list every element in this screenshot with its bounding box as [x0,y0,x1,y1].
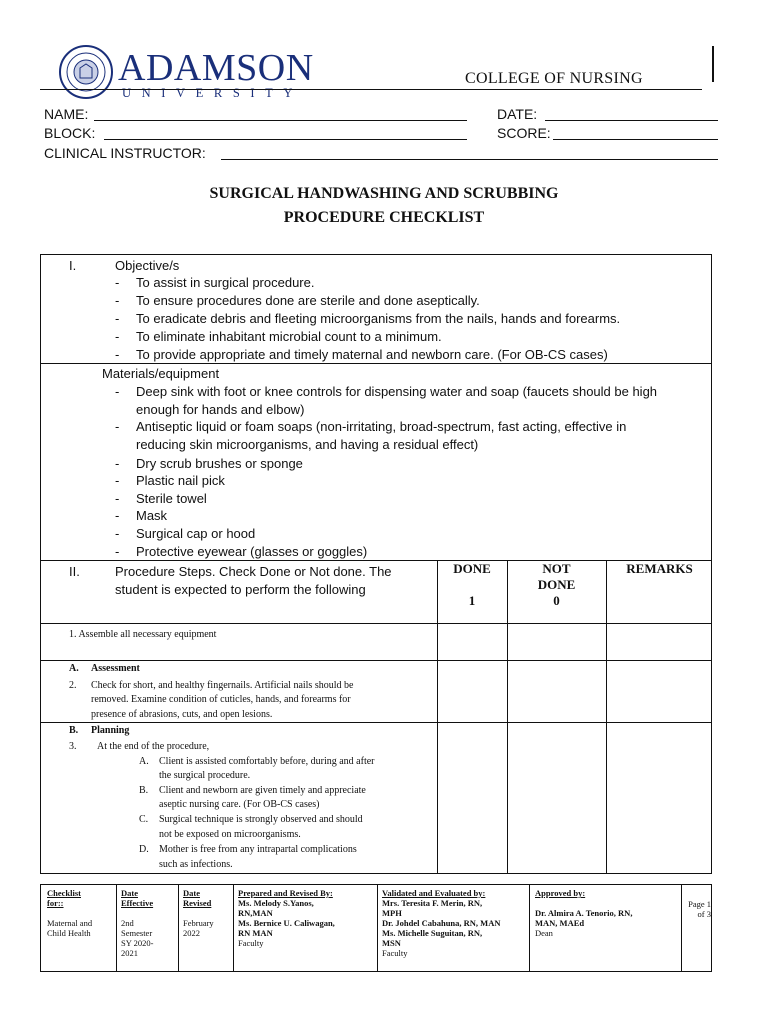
date-field[interactable] [545,120,718,121]
objective-item: To ensure procedures done are sterile and done aseptically. [136,293,480,308]
material-item: Surgical cap or hood [136,526,256,541]
material-item: Sterile towel [136,491,207,506]
material-item: Deep sink with foot or knee controls for dispensing water and soap (faucets should be high [136,384,658,399]
footer-page-number: Page 1 of 3 [688,899,711,919]
score-label: SCORE: [497,125,551,141]
steps-heading-line1: Procedure Steps. Check Done or Not done. The [115,564,392,579]
document-footer [40,884,712,972]
objective-item: To eradicate debris and fleeting microorganisms from the nails, hands and forearms. [136,311,621,326]
outcome-line: Surgical technique is strongly observed and should [159,814,363,825]
step-2-line: removed. Examine condition of cuticles, hands, and forearms for [91,694,351,705]
objective-item: To provide appropriate and timely maternal and newborn care. (For OB-CS cases) [136,347,608,362]
row-divider [41,623,711,624]
date-label: DATE: [497,106,538,122]
outcome-line: Mother is free from any intrapartal complications [159,844,357,855]
material-item: enough for hands and elbow) [136,402,305,417]
material-item: reducing skin microorganisms, and having a residual effect) [136,437,479,452]
steps-heading-line2: student is expected to perform the following [115,582,366,597]
header-vertical-rule [712,46,714,82]
section-number-steps: II. [69,564,80,579]
score-field[interactable] [553,139,718,140]
row-divider [41,722,711,723]
document-title: SURGICAL HANDWASHING AND SCRUBBING [209,185,559,202]
block-field[interactable] [104,139,467,140]
column-divider [606,560,607,874]
outcome-line: Client and newborn are given timely and appreciate [159,785,366,796]
footer-prepared-by: Prepared and Revised By: Ms. Melody S.Yanos, RN,MAN Ms. Bernice U. Caliwagan, RN MAN Faculty [238,888,335,948]
footer-date-revised: Date Revised February 2022 [183,888,214,938]
assessment-heading: Assessment [91,663,140,674]
footer-checklist: Checklist for:: Maternal and Child Health [47,888,93,938]
instructor-label: CLINICAL INSTRUCTOR: [44,145,206,161]
university-seal-icon [58,44,114,100]
step-2-line: Check for short, and healthy fingernails. Artificial nails should be [91,680,354,691]
material-item: Antiseptic liquid or foam soaps (non-irritating, broad-spectrum, fast acting, effective in [136,419,627,434]
material-item: Mask [136,508,168,523]
outcome-line: aseptic nursing care. (For OB-CS cases) [159,799,320,810]
objectives-heading: Objective/s [115,258,180,273]
material-item: Dry scrub brushes or sponge [136,456,303,471]
block-label: BLOCK: [44,125,96,141]
university-logo-sub: UNIVERSITY [122,86,303,100]
footer-date-effective: Date Effective 2nd Semester SY 2020- 2021 [121,888,154,958]
material-item: Plastic nail pick [136,473,225,488]
outcome-line: Client is assisted comfortably before, during and after [159,756,375,767]
planning-letter: B. [69,725,79,736]
not-done-column-header-line2: DONE [537,577,576,592]
outcome-line: the surgical procedure. [159,770,251,781]
remarks-column-header: REMARKS [626,561,693,576]
instructor-field[interactable] [221,159,718,160]
not-done-column-value: 0 [553,593,560,608]
outcome-letter: C. [139,814,149,825]
step-3-text: At the end of the procedure, [97,741,210,752]
college-name: COLLEGE OF NURSING [465,70,643,87]
footer-approved-by: Approved by: Dr. Almira A. Tenorio, RN, MAN, MAEd Dean [535,888,633,938]
objective-item: To eliminate inhabitant microbial count to a minimum. [136,329,442,344]
outcome-letter: A. [139,756,149,767]
step-3-number: 3. [69,741,77,752]
step-2-line: presence of abrasions, cuts, and open lesions. [91,709,273,720]
outcome-letter: B. [139,785,149,796]
outcome-line: not be exposed on microorganisms. [159,829,301,840]
objective-item: To assist in surgical procedure. [136,275,315,290]
done-column-value: 1 [468,593,476,608]
row-divider [41,660,711,661]
outcome-line: such as infections. [159,859,233,870]
step-2-number: 2. [69,680,77,691]
row-divider [41,363,711,364]
checklist-table: I. Objective/s - To assist in surgical procedure. - To ensure procedures done are sterile and done aseptically. - To eradicate debris and fleeting microorganisms from the nails, hands and forearms. - To eliminate inhabitant microbial count to a minimum. - To provide appropriate and timely maternal and newborn care. (For OB-CS cases) Materials/equipment - Deep sink with foot or knee controls for dispensing water and soap (faucets should be high enough for hands and elbow) - Antiseptic liquid or foam soaps (non-irritating, broad-spectrum, fast acting, effective in reducing skin microorganisms, and having a residual effect) - Dry scrub brushes or sponge - Plastic nail pick - Sterile towel - Mask - Surgical cap or hood - Protective eyewear (glasses or goggles) II. Procedure Steps. Check Done or Not done. The student is expected to perform the following DONE 1 NOT DONE 0 REMARKS 1. Assemble all necessary equipment A. Assessment 2. Check for short, and healthy fingernails. Artificial nails should be removed. Examine condition of cuticles, hands, and forearms for presence of abrasions, cuts, and open lesions. B. Planning 3. At the end of the procedure, A. Client is assisted comfortably before, during and after the surgical procedure. B. Client and newborn are given timely and appreciate aseptic nursing care. (For OB-CS cases) C. Surgical technique is strongly observed and should not be exposed on microorganisms. D. Mother is free from any intrapartal complications such as infections. [40,254,712,874]
materials-heading: Materials/equipment [102,366,220,381]
step-1: 1. Assemble all necessary equipment [69,629,217,640]
section-number-objectives: I. [69,258,77,273]
footer-validated-by: Validated and Evaluated by: Mrs. Teresita F. Merin, RN, MPH Dr. Johdel Cabahuna, RN, MAN Ms. Michelle Suguitan, RN, MSN Faculty [382,888,501,958]
outcome-letter: D. [139,844,149,855]
not-done-column-header-line1: NOT [542,561,571,576]
assessment-letter: A. [69,663,79,674]
university-logo-name: ADAMSON [118,47,314,89]
planning-heading: Planning [91,725,130,736]
material-item: Protective eyewear (glasses or goggles) [136,544,368,559]
name-label: NAME: [44,106,89,122]
document-subtitle: PROCEDURE CHECKLIST [283,209,485,226]
name-field[interactable] [94,120,467,121]
header-rule [40,89,702,90]
done-column-header: DONE [453,561,491,576]
